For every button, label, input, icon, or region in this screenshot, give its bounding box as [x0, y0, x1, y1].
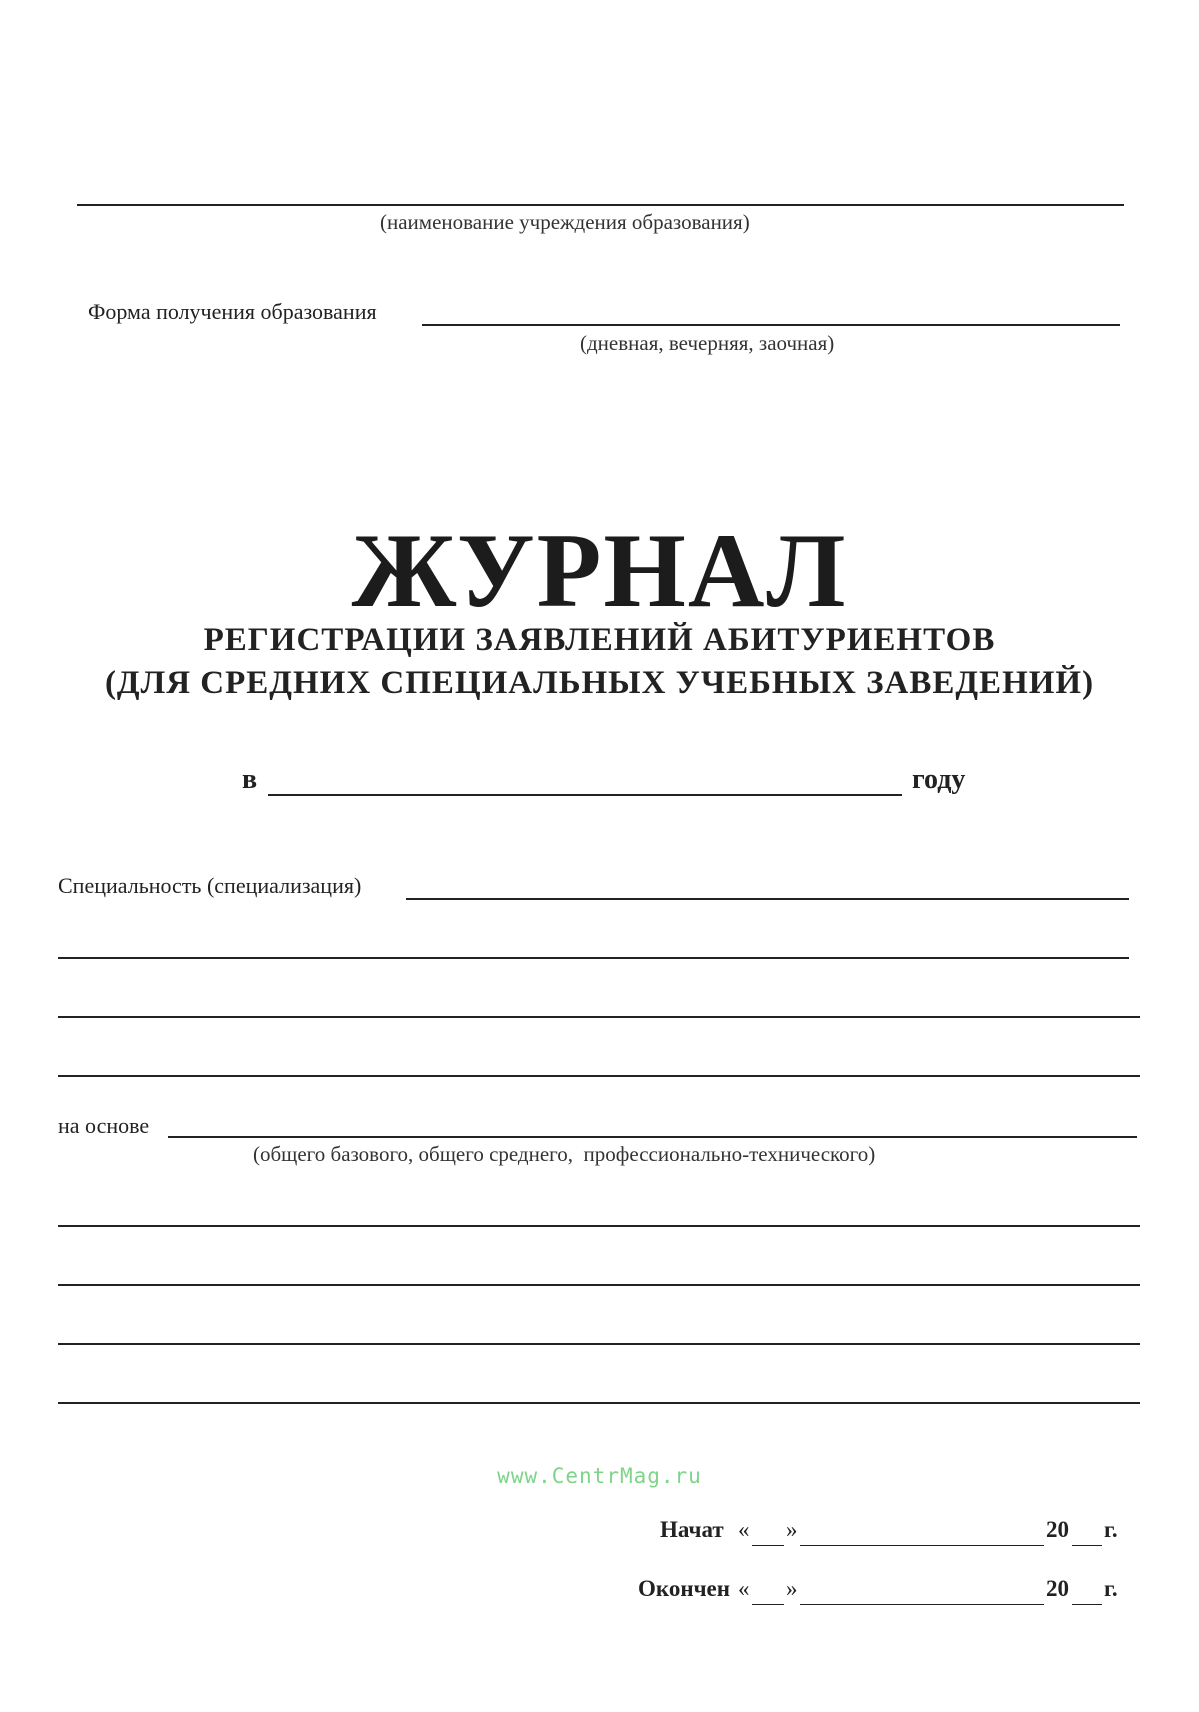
finished-day-line	[752, 1604, 784, 1605]
journal-title: ЖУРНАЛ	[351, 512, 848, 629]
year-suffix: году	[912, 764, 966, 795]
started-month-line	[800, 1545, 1044, 1546]
started-year-line	[1072, 1545, 1102, 1546]
basis-line	[168, 1136, 1137, 1138]
started-year-prefix: 20	[1046, 1517, 1069, 1542]
basis-label: на основе	[58, 1113, 150, 1138]
finished-year-prefix: 20	[1046, 1576, 1069, 1601]
basis-extra-line	[58, 1343, 1140, 1345]
specialty-extra-line	[58, 1016, 1140, 1018]
basis-caption: (общего базового, общего среднего, профессионально-технического)	[253, 1142, 876, 1166]
finished-month-line	[800, 1604, 1044, 1605]
education-form-label: Форма получения образования	[88, 299, 377, 324]
year-line	[268, 794, 902, 796]
education-form-caption: (дневная, вечерняя, заочная)	[580, 331, 835, 355]
site-watermark: www.CentrMag.ru	[497, 1464, 702, 1488]
institution-caption: (наименование учреждения образования)	[380, 210, 750, 234]
finished-open-quote: «	[738, 1576, 750, 1601]
started-open-quote: «	[738, 1517, 750, 1542]
finished-close-quote: »	[786, 1576, 798, 1601]
finished-year-suffix: г.	[1104, 1576, 1118, 1601]
started-label: Начат	[660, 1517, 724, 1542]
institution-name-line	[77, 204, 1124, 206]
journal-subtitle-line-1: РЕГИСТРАЦИИ ЗАЯВЛЕНИЙ АБИТУРИЕНТОВ	[203, 622, 996, 658]
basis-extra-line	[58, 1402, 1140, 1404]
year-prefix: в	[242, 764, 258, 795]
specialty-label: Специальность (специализация)	[58, 873, 362, 898]
started-day-line	[752, 1545, 784, 1546]
specialty-extra-line	[58, 1075, 1140, 1077]
education-form-line	[422, 324, 1120, 326]
specialty-extra-line	[58, 957, 1129, 959]
basis-extra-line	[58, 1284, 1140, 1286]
specialty-line	[406, 898, 1129, 900]
started-close-quote: »	[786, 1517, 798, 1542]
journal-subtitle-line-2: (ДЛЯ СРЕДНИХ СПЕЦИАЛЬНЫХ УЧЕБНЫХ ЗАВЕДЕНИЙ)	[104, 665, 1095, 701]
finished-year-line	[1072, 1604, 1102, 1605]
started-year-suffix: г.	[1104, 1517, 1118, 1542]
finished-label: Окончен	[638, 1576, 731, 1601]
basis-extra-line	[58, 1225, 1140, 1227]
